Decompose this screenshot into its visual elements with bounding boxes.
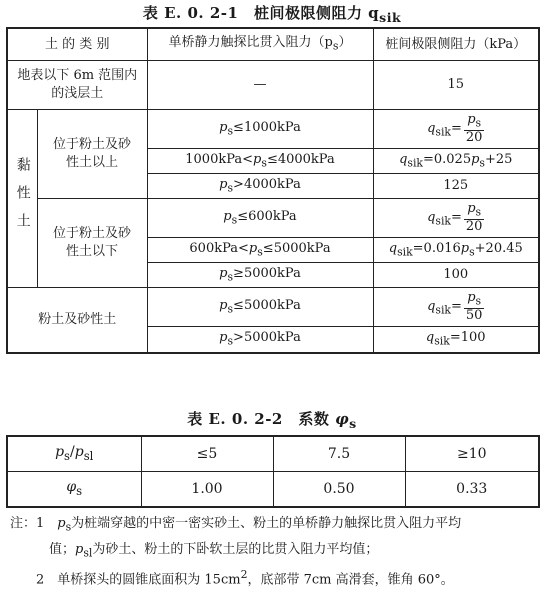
- cell-ratio-value: 7.5: [273, 436, 405, 472]
- cell-q: $q_{sik}=0.016p_s+20.45$: [373, 238, 539, 263]
- cell-q-fraction: $q_{sik}=$ $\frac{p_s}{20}$: [373, 110, 539, 149]
- table-row: [7, 288, 539, 327]
- note-line: 值；$p_{sl}$为砂土、粉土的下卧软土层的比贯入阻力平均值；: [10, 541, 379, 560]
- cell-subcategory: 位于粉土及砂性土以上: [37, 110, 147, 199]
- table-row: [7, 199, 539, 238]
- cell-category: 地表以下 6m 范围内的浅层土: [7, 61, 147, 110]
- table-header-row: [7, 28, 539, 61]
- cell-q: $q_{sik}=100$: [373, 327, 539, 353]
- cell-ratio-label: $p_s/p_{sl}$: [7, 436, 141, 472]
- cell-ps: $p_s\le 600kPa$: [147, 199, 373, 238]
- cell-coef-value: 0.33: [405, 472, 539, 508]
- table-row: [7, 472, 539, 508]
- lateral-resistance-table: [6, 27, 540, 354]
- cell-ps: $p_s>5000kPa$: [147, 327, 373, 353]
- cell-ps: $p_s>4000kPa$: [147, 174, 373, 199]
- cell-subcategory: 位于粉土及砂性土以下: [37, 199, 147, 288]
- notes: [10, 513, 538, 592]
- cell-ps: $p_s\le 5000kPa$: [147, 288, 373, 327]
- cell-ratio-value: ≤5: [141, 436, 273, 472]
- cell-ratio-value: ≥10: [405, 436, 539, 472]
- cell-ps: $1000kPa<p_s\le 4000kPa$: [147, 149, 373, 174]
- cell-coef-label: $\varphi_s$: [7, 472, 141, 508]
- coefficient-table: [6, 435, 540, 508]
- cell-q-fraction: $q_{sik}=$ $\frac{p_s}{50}$: [373, 288, 539, 327]
- header-soil-type: 土 的 类 别: [7, 28, 147, 61]
- cell-ps: $600kPa<p_s\le 5000kPa$: [147, 238, 373, 263]
- cell-q: 125: [373, 174, 539, 199]
- note-line: 注：1 $p_s$为桩端穿越的中密一密实砂土、粉土的单桥静力触探比贯入阻力平均: [10, 516, 462, 534]
- cell-q: 15: [373, 61, 539, 110]
- cell-q: $q_{sik}=0.025p_s+25$: [373, 149, 539, 174]
- cell-coef-value: 1.00: [141, 472, 273, 508]
- table-row: [7, 61, 539, 110]
- cell-ps: —: [147, 61, 373, 110]
- cell-clay-soil: 黏性土: [7, 110, 37, 288]
- table-row: [7, 110, 539, 149]
- cell-ps: $p_s\ge 5000kPa$: [147, 263, 373, 288]
- cell-coef-value: 0.50: [273, 472, 405, 508]
- cell-category: 粉土及砂性土: [7, 288, 147, 353]
- table1-caption: 表 E. 0. 2-1 桩间极限侧阻力 $q_{sik}$: [142, 4, 402, 25]
- header-penetration-resistance: 单桥静力触探比贯入阻力$(p_s)$: [147, 28, 373, 61]
- cell-ps: $p_s\le 1000kPa$: [147, 110, 373, 149]
- table-row: [7, 436, 539, 472]
- table2-caption: 表 E. 0. 2-2 系数 $\varphi_s$: [187, 410, 357, 431]
- note-line: 2 单桥探头的圆锥底面积为 $15cm^2$，底部带 7cm 高滑套，锥角 60°。: [10, 568, 454, 588]
- cell-q: 100: [373, 263, 539, 288]
- cell-q-fraction: $q_{sik}=$ $\frac{p_s}{20}$: [373, 199, 539, 238]
- header-lateral-resistance: 桩间极限侧阻力（kPa）: [373, 28, 539, 61]
